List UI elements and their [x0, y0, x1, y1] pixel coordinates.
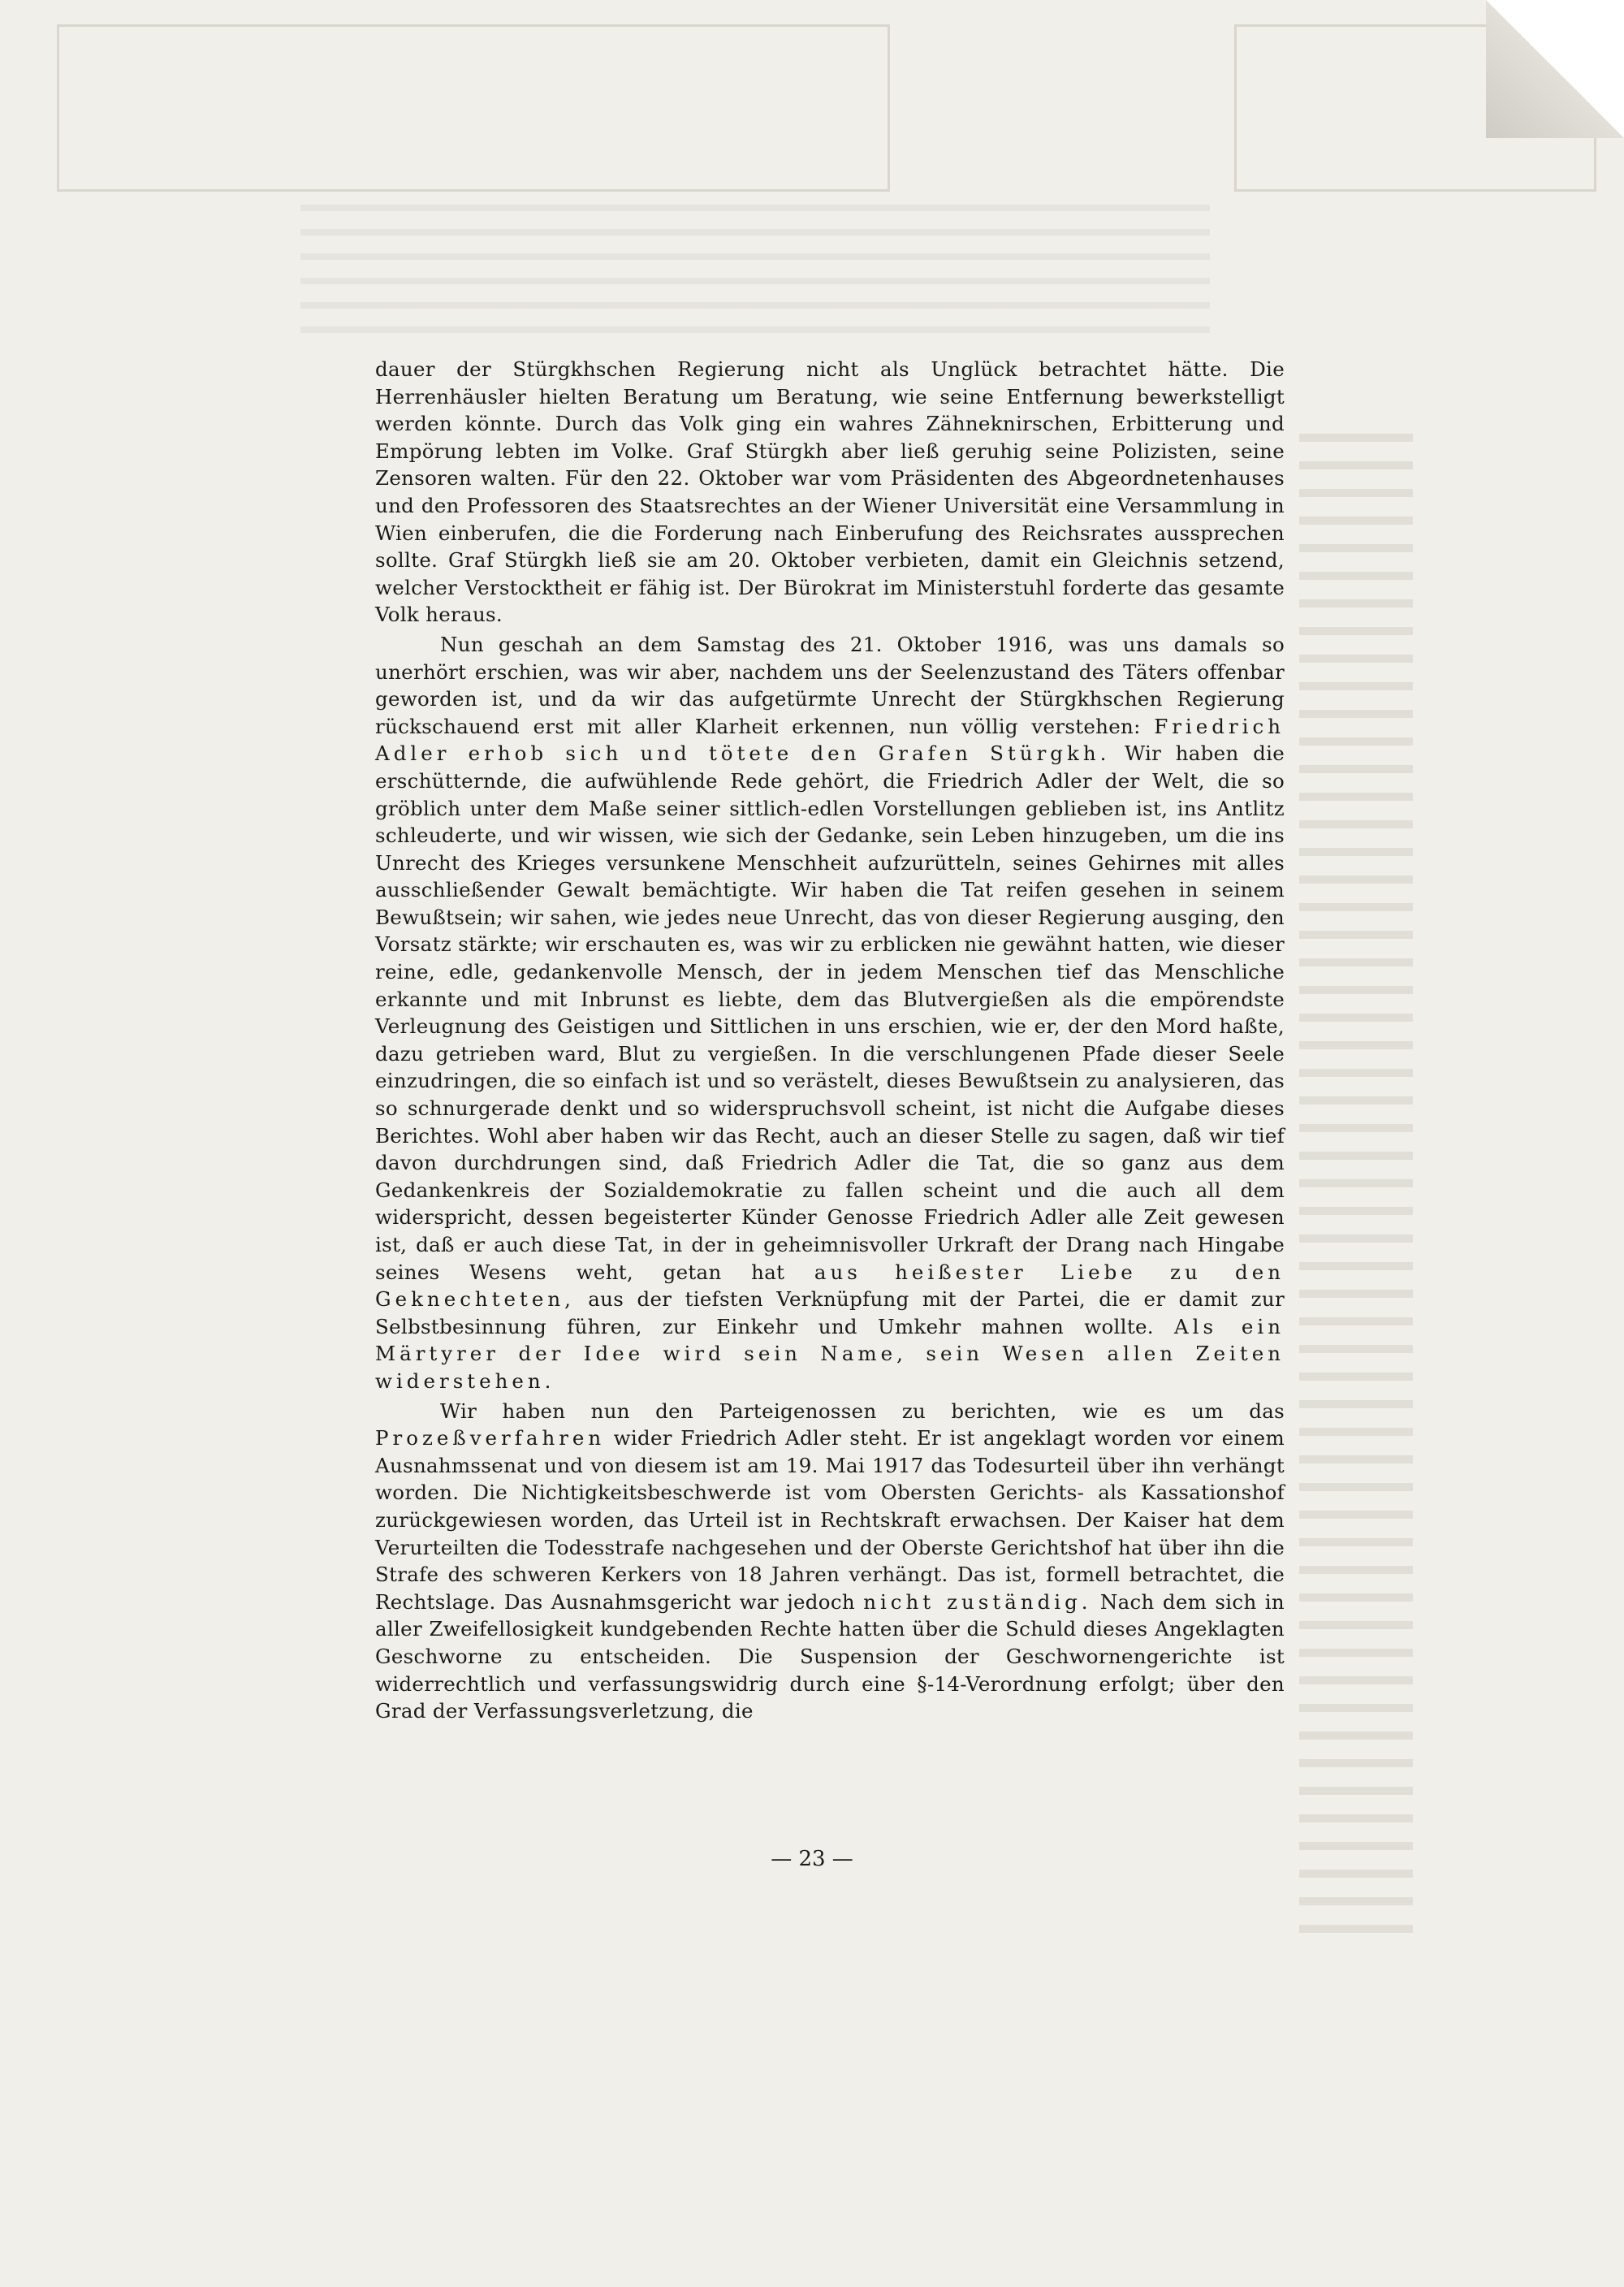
- paragraph-1: dauer der Stürgkhschen Regierung nicht als Unglück betrachtet hätte. Die Herrenhäusler hielten Beratung um Beratung, wie seine Entfernung bewerkstelligt werden könnte. Durch das Volk ging ein wahres Zähneknirschen, Erbitterung und Empörung lebten im Volke. Graf Stürgkh aber ließ geruhig seine Polizisten, seine Zensoren walten. Für den 22. Oktober war vom Präsidenten des Abgeordnetenhauses und den Professoren des Staatsrechtes an der Wiener Universität eine Versammlung in Wien einberufen, die die Forderung nach Einberufung des Reichsrates aussprechen sollte. Graf Stürgkh ließ sie am 20. Oktober verbieten, damit ein Gleichnis setzend, welcher Verstocktheit er fähig ist. Der Bürokrat im Ministerstuhl forderte das gesamte Volk heraus.: [375, 357, 1285, 627]
- paragraph-2-part-2: Wir haben die erschütternde, die aufwühlende Rede gehört, die Friedrich Adler der Welt, die so gröblich unter dem Maße seiner sittlich-edlen Vorstellungen geblieben ist, ins Antlitz schleuderte, und wir wissen, wie sich der Gedanke, sein Leben hinzugeben, um die ins Unrecht des Krieges versunkene Menschheit aufzurütteln, seines Gehirnes mit alles ausschließender Gewalt bemächtigte. Wir haben die Tat reifen gesehen in seinem Bewußtsein; wir sahen, wie jedes neue Unrecht, das von dieser Regierung ausging, den Vorsatz stärkte; wir erschauten es, was wir zu erblicken nie gewähnt hatten, wie dieser reine, edle, gedankenvolle Mensch, der in jedem Menschen tief das Menschliche erkannte und mit Inbrunst es liebte, dem das Blutvergießen als die empörendste Verleugnung des Geistigen und Sittlichen in uns erschien, wie er, der den Mord haßte, dazu getrieben ward, Blut zu vergießen. In die verschlungenen Pfade dieser Seele einzudringen, die so einfach ist und so verästelt, dieses Bewußtsein zu analysieren, das so schnurgerade denkt und so widerspruchsvoll scheint, ist nicht die Aufgabe dieses Berichtes. Wohl aber haben wir das Recht, auch an dieser Stelle zu sagen, daß wir tief davon durchdrungen sind, daß Friedrich Adler die Tat, die so ganz aus dem Gedankenkreis der Sozialdemokratie zu fallen scheint und die auch all dem widerspricht, dessen begeisterter Künder Genosse Friedrich Adler alle Zeit gewesen ist, daß er auch diese Tat, in der in geheimnisvoller Urkraft der Drang nach Hingabe seines Wesens weht, getan hat: [375, 741, 1285, 1284]
- paragraph-2-emphasis-3: Als ein Märtyrer der Idee wird sein Name, sein Wesen allen Zeiten widerstehen.: [375, 1314, 1285, 1393]
- paragraph-3: [375, 1398, 1285, 1725]
- body-text: [375, 356, 1285, 1725]
- paragraph-3-emphasis-2: nicht zuständig.: [863, 1589, 1092, 1614]
- paragraph-3-emphasis-1: Prozeßverfahren: [375, 1426, 606, 1450]
- bleed-through-text-margin: [1299, 422, 1413, 1933]
- page-number: — 23 —: [771, 1847, 853, 1871]
- paragraph-3-part-2: wider Friedrich Adler steht. Er ist angeklagt worden vor einem Ausnahmssenat und von diesem ist am 19. Mai 1917 das Todesurteil über ihn verhängt worden. Die Nichtigkeitsbeschwerde ist vom Obersten Gerichts- als Kassationshof zurückgewiesen worden, das Urteil ist in Rechtskraft erwachsen. Der Kaiser hat dem Verurteilten die Todesstrafe nachgesehen und der Oberste Gerichtshof hat über ihn die Strafe des schweren Kerkers von 18 Jahren verhängt. Das ist, formell betrachtet, die Rechtslage. Das Ausnahmsgericht war jedoch: [375, 1426, 1285, 1614]
- paragraph-2-part-3: aus der tiefsten Verknüpfung mit der Partei, die er damit zur Selbstbesinnung führen, zur Einkehr und Umkehr mahnen wollte.: [375, 1287, 1285, 1338]
- paragraph-2-part-1: Nun geschah an dem Samstag des 21. Oktober 1916, was uns damals so unerhört erschien, was wir aber, nachdem uns der Seelenzustand des Täters offenbar geworden ist, und da wir das aufgetürmte Unrecht der Stürgkhschen Regierung rückschauend erst mit aller Klarheit erkennen, nun völlig verstehen:: [375, 632, 1285, 738]
- paragraph-2-emphasis-2: aus heißester Liebe zu den Geknechteten,: [375, 1260, 1285, 1312]
- paragraph-2-emphasis-1: Friedrich Adler erhob sich und tötete den Grafen Stürgkh.: [375, 714, 1285, 766]
- bleed-through-text-top: [300, 187, 1210, 333]
- paragraph-3-part-1: Wir haben nun den Parteigenossen zu berichten, wie es um das: [440, 1399, 1285, 1423]
- bleed-through-frame-left: [57, 24, 890, 192]
- paragraph-3-part-3: Nach dem sich in aller Zweifellosigkeit kundgebenden Rechte hatten über die Schuld dieses Angeklagten Geschworne zu entscheiden. Die Suspension der Geschwornengerichte ist widerrechtlich und verfassungswidrig durch eine §-14-Verordnung erfolgt; über den Grad der Verfassungsverletzung, die: [375, 1589, 1285, 1723]
- paragraph-2: [375, 631, 1285, 1395]
- folded-corner: [1486, 0, 1624, 138]
